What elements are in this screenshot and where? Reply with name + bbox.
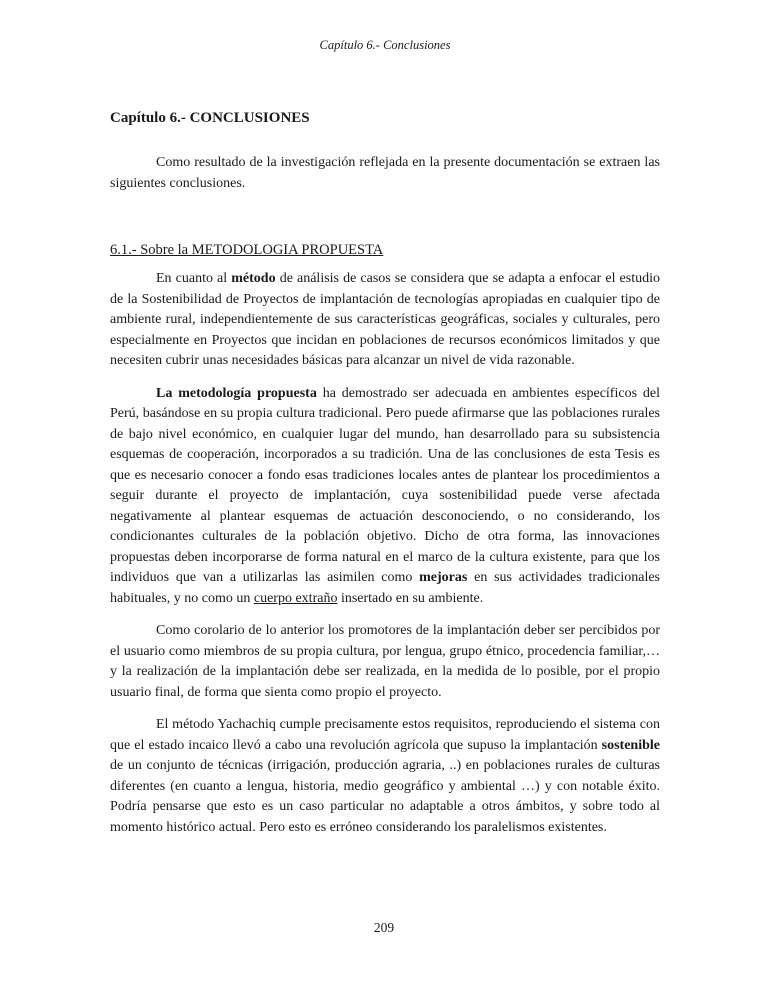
text-segment: de un conjunto de técnicas (irrigación, producción agraria, ..) en poblaciones rurales de culturas diferentes (en cuanto a lengua, historia, medio geográfico y ambiental …) y con notable éxito. Podría pensarse que esto es un caso particular no adaptable a otros ámbitos, y sobre todo al momento histórico actual. Pero esto es erróneo considerando los paralelismos existentes.: [110, 758, 660, 835]
underlined-term-cuerpo-extrano: cuerpo extraño: [253, 590, 338, 606]
paragraph-corolario: Como corolario de lo anterior los promotores de la implantación deber ser percibidos por el usuario como miembros de su propia cultura, por lengua, grupo étnico, procedencia familiar,… y la realización de la implantación debe ser realizada, en la medida de lo posible, por el propio usuario final, de forma que sienta como propio el proyecto.: [110, 623, 660, 700]
text-segment: ha demostrado ser adecuada en ambientes específicos del Perú, basándose en su propia cultura tradicional. Pero puede afirmarse que las poblaciones rurales de bajo nivel económico, en cualquier lugar del mundo, han desarrollado para su subsistencia esquemas de cooperación, incorporados a su tradición. Una de las conclusiones de esta Tesis es que es necesario conocer a fondo esas tradiciones locales antes de plantear los procedimientos a seguir durante el proyecto de implantación, cuya sostenibilidad puede verse afectada negativamente al plantear esquemas de actuación desconociendo, o no considerando, los condicionantes culturales de la población objetivo. Dicho de otra forma, las innovaciones propuestas deben incorporarse de forma natural en el marco de la cultura existente, para que los individuos que van a utilizarlas las asimilen como: [110, 385, 660, 585]
running-header: Capítulo 6.- Conclusiones: [319, 38, 451, 52]
bold-term-metodologia-propuesta: La metodología propuesta: [156, 385, 317, 401]
page-number: 209: [373, 920, 395, 935]
text-segment: El método Yachachiq cumple precisamente estos requisitos, reproduciendo el sistema con que el estado incaico llevó a cabo una revolución agrícola que supuso la implantación: [110, 717, 660, 753]
text-segment: En cuanto al: [156, 271, 232, 286]
intro-paragraph: Como resultado de la investigación reflejada en la presente documentación se extraen las siguientes conclusiones.: [110, 155, 660, 191]
text-segment: en sus actividades tradicionales habituales, y no como un: [110, 570, 660, 606]
section-heading: 6.1.- Sobre la METODOLOGIA PROPUESTA: [110, 242, 384, 258]
bold-term-mejoras: mejoras: [419, 570, 468, 585]
bold-term-sostenible: sostenible: [601, 737, 660, 753]
bold-term-metodo: método: [231, 271, 276, 286]
paragraph-method: [110, 269, 660, 372]
paragraph-methodology: [110, 384, 660, 610]
text-segment: insertado en su ambiente.: [337, 590, 484, 606]
paragraph-yachachiq: [110, 715, 660, 838]
text-segment: de análisis de casos se considera que se adapta a enfocar el estudio de la Sostenibilidad de Proyectos de implantación de tecnologías apropiadas en cualquier tipo de ambiente rural, independientemente de sus características geográficas, sociales y culturales, pero especialmente en Proyectos que incidan en poblaciones de recursos económicos limitados y que necesiten cubrir unas necesidades básicas para alcanzar un nivel de vida razonable.: [110, 271, 660, 368]
chapter-title: Capítulo 6.- CONCLUSIONES: [110, 110, 310, 126]
